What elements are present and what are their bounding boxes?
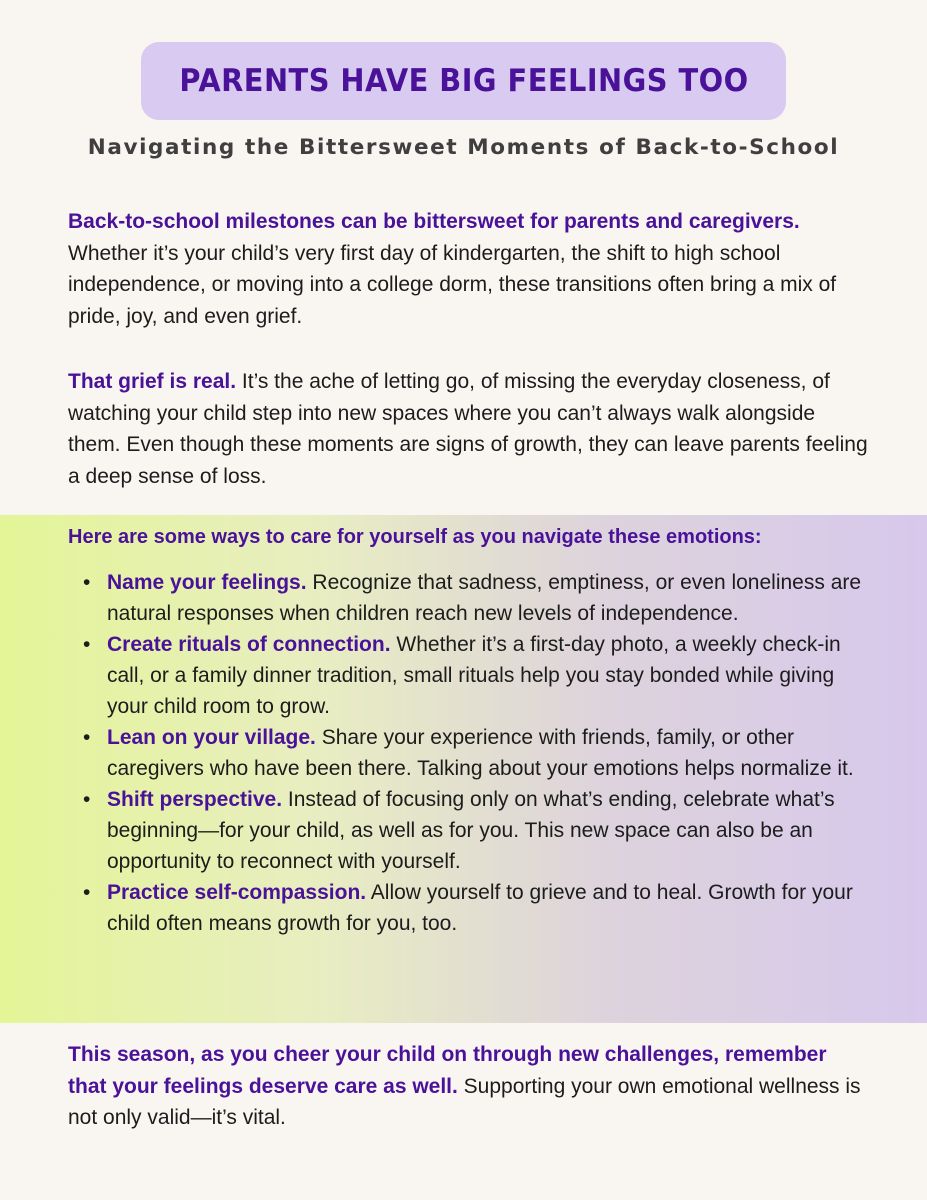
bullet-icon: • — [83, 788, 91, 811]
intro-lead: Back-to-school milestones can be bittersweet for parents and caregivers. — [68, 210, 800, 233]
list-item — [0, 629, 867, 722]
grief-text: It’s the ache of letting go, of missing the everyday closeness, of watching your child step into new spaces where you can’t always walk alongside them. Even though these moments are signs of growth, they can leave parents feeling a deep sense of loss. — [68, 370, 868, 488]
bullet-icon: • — [83, 881, 91, 904]
tip-lead: Name your feelings. — [107, 571, 307, 594]
closing-paragraph — [68, 1039, 868, 1134]
list-item — [0, 784, 867, 877]
page-subtitle: Navigating the Bittersweet Moments of Back-to-School — [87, 135, 840, 160]
tip-lead: Practice self-compassion. — [107, 881, 367, 904]
tip-text: Allow yourself to grieve and to heal. Growth for your child often means growth for you, too. — [107, 881, 853, 935]
grief-lead: That grief is real. — [68, 370, 237, 393]
intro-paragraph — [68, 206, 868, 332]
intro-text: Whether it’s your child’s very first day of kindergarten, the shift to high school independence, or moving into a college dorm, these transitions often bring a mix of pride, joy, and even grief. — [68, 241, 837, 328]
title-banner — [141, 42, 786, 120]
list-item — [0, 722, 867, 784]
grief-paragraph — [68, 366, 868, 492]
tip-lead: Create rituals of connection. — [107, 633, 391, 656]
bullet-icon: • — [83, 726, 91, 749]
bullet-icon: • — [83, 571, 91, 594]
tip-text: Recognize that sadness, emptiness, or even loneliness are natural responses when children reach new levels of independence. — [107, 571, 862, 625]
selfcare-heading: Here are some ways to care for yourself as you navigate these emotions: — [68, 526, 762, 548]
page-title: PARENTS HAVE BIG FEELINGS TOO — [178, 63, 749, 99]
list-item — [0, 567, 867, 629]
list-item — [0, 877, 867, 939]
bullet-icon: • — [83, 633, 91, 656]
selfcare-list — [0, 567, 927, 939]
tip-text: Share your experience with friends, family, or other caregivers who have been there. Talking about your emotions helps normalize it. — [107, 726, 854, 780]
tip-lead: Lean on your village. — [107, 726, 316, 749]
tip-text: Instead of focusing only on what’s ending, celebrate what’s beginning—for your child, as well as for you. This new space can also be an opportunity to reconnect with yourself. — [107, 788, 835, 873]
closing-lead: This season, as you cheer your child on through new challenges, remember that your feelings deserve care as well. — [68, 1043, 827, 1098]
tip-text: Whether it’s a first-day photo, a weekly check-in call, or a family dinner tradition, small rituals help you stay bonded while giving your child room to grow. — [107, 633, 841, 718]
closing-text: Supporting your own emotional wellness is not only valid—it’s vital. — [68, 1074, 861, 1129]
tip-lead: Shift perspective. — [107, 788, 283, 811]
